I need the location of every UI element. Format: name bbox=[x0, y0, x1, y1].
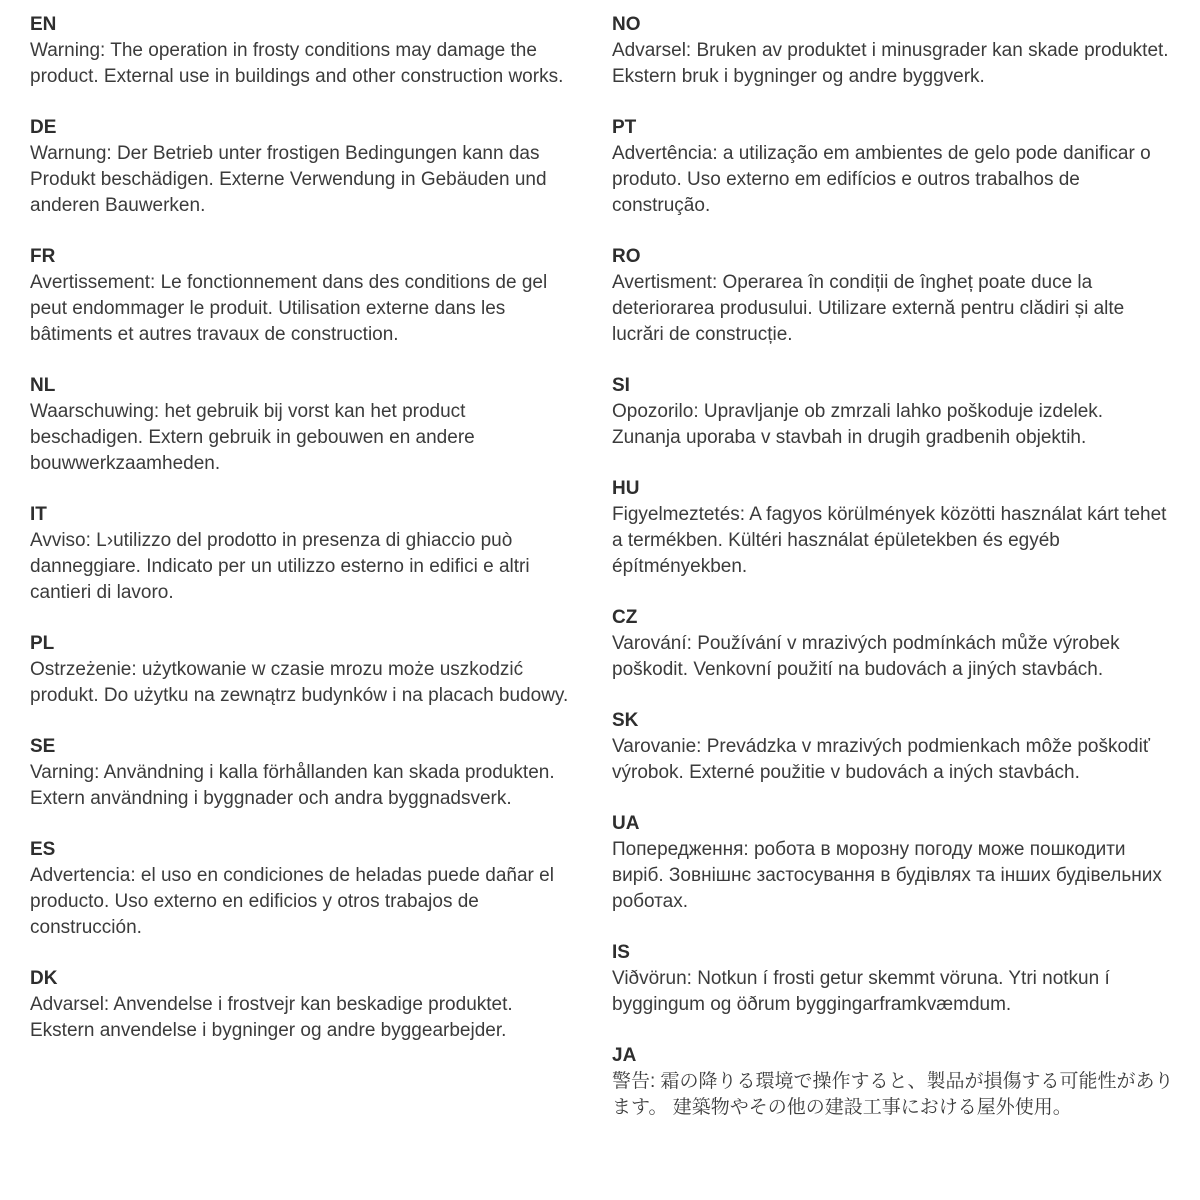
section-dk bbox=[30, 966, 578, 1044]
warning-text-cz: Varování: Používání v mrazivých podmínkách může výrobek poškodit. Venkovní použití na budovách a jiných stavbách. bbox=[612, 633, 1120, 680]
section-pt bbox=[612, 115, 1174, 219]
language-code-ro: RO bbox=[612, 246, 641, 267]
section-pl bbox=[30, 631, 578, 709]
warning-text-fr: Avertissement: Le fonctionnement dans des conditions de gel peut endommager le produit. Utilisation externe dans les bâtiments et autres travaux de construction. bbox=[30, 272, 548, 345]
warning-text-hu: Figyelmeztetés: A fagyos körülmények közötti használat kárt tehet a termékben. Kültéri használat épületekben és egyéb építményekben. bbox=[612, 504, 1167, 577]
warning-text-es: Advertencia: el uso en condiciones de heladas puede dañar el producto. Uso externo en edificios y otros trabajos de construcción. bbox=[30, 865, 554, 938]
section-hu bbox=[612, 476, 1174, 580]
left-column bbox=[30, 12, 578, 1146]
warning-text-ja: 警告: 霜の降りる環境で操作すると、製品が損傷する可能性があります。 建築物やその他の建設工事における屋外使用。 bbox=[612, 1071, 1174, 1118]
warning-text-en: Warning: The operation in frosty conditions may damage the product. External use in buildings and other construction works. bbox=[30, 40, 564, 87]
warning-text-is: Viðvörun: Notkun í frosti getur skemmt vöruna. Ytri notkun í byggingum og öðrum byggingarframkvæmdum. bbox=[612, 968, 1110, 1015]
section-sk bbox=[612, 708, 1174, 786]
section-is bbox=[612, 940, 1174, 1018]
section-ja bbox=[612, 1043, 1174, 1121]
section-si bbox=[612, 373, 1174, 451]
section-de bbox=[30, 115, 578, 219]
warning-text-dk: Advarsel: Anvendelse i frostvejr kan beskadige produktet. Ekstern anvendelse i bygninger og andre byggearbejder. bbox=[30, 994, 513, 1041]
language-code-fr: FR bbox=[30, 246, 56, 267]
warning-text-pl: Ostrzeżenie: użytkowanie w czasie mrozu może uszkodzić produkt. Do użytku na zewnątrz budynków i na placach budowy. bbox=[30, 659, 569, 706]
section-it bbox=[30, 502, 578, 606]
section-ua bbox=[612, 811, 1174, 915]
language-code-it: IT bbox=[30, 504, 47, 525]
section-se bbox=[30, 734, 578, 812]
language-code-pt: PT bbox=[612, 117, 637, 138]
language-code-es: ES bbox=[30, 839, 56, 860]
warning-text-no: Advarsel: Bruken av produktet i minusgrader kan skade produktet. Ekstern bruk i bygninger og andre byggverk. bbox=[612, 40, 1169, 87]
language-code-no: NO bbox=[612, 14, 641, 35]
language-code-cz: CZ bbox=[612, 607, 638, 628]
language-code-de: DE bbox=[30, 117, 57, 138]
warning-text-nl: Waarschuwing: het gebruik bij vorst kan het product beschadigen. Extern gebruik in gebouwen en andere bouwwerkzaamheden. bbox=[30, 401, 475, 474]
language-code-ja: JA bbox=[612, 1045, 637, 1066]
warning-text-de: Warnung: Der Betrieb unter frostigen Bedingungen kann das Produkt beschädigen. Externe Verwendung in Gebäuden und anderen Bauwerken. bbox=[30, 143, 547, 216]
language-code-pl: PL bbox=[30, 633, 55, 654]
section-ro bbox=[612, 244, 1174, 348]
warning-text-ua: Попередження: робота в морозну погоду може пошкодити виріб. Зовнішнє застосування в будівлях та інших будівельних роботах. bbox=[612, 839, 1162, 912]
warning-text-it: Avviso: L›utilizzo del prodotto in presenza di ghiaccio può danneggiare. Indicato per un utilizzo esterno in edifici e altri cantieri di lavoro. bbox=[30, 530, 530, 603]
section-cz bbox=[612, 605, 1174, 683]
language-code-sk: SK bbox=[612, 710, 639, 731]
section-no bbox=[612, 12, 1174, 90]
section-fr bbox=[30, 244, 578, 348]
right-column bbox=[612, 12, 1174, 1146]
warning-text-se: Varning: Användning i kalla förhållanden kan skada produkten. Extern användning i byggnader och andra byggnadsverk. bbox=[30, 762, 555, 809]
section-en bbox=[30, 12, 578, 90]
language-code-se: SE bbox=[30, 736, 56, 757]
warning-text-pt: Advertência: a utilização em ambientes de gelo pode danificar o produto. Uso externo em edifícios e outros trabalhos de construção. bbox=[612, 143, 1151, 216]
language-code-nl: NL bbox=[30, 375, 56, 396]
warning-text-sk: Varovanie: Prevádzka v mrazivých podmienkach môže poškodiť výrobok. Externé použitie v budovách a iných stavbách. bbox=[612, 736, 1150, 783]
language-code-is: IS bbox=[612, 942, 630, 963]
warning-text-si: Opozorilo: Upravljanje ob zmrzali lahko poškoduje izdelek. Zunanja uporaba v stavbah in drugih gradbenih objektih. bbox=[612, 401, 1104, 448]
warning-text-ro: Avertisment: Operarea în condiții de îngheț poate duce la deteriorarea produsului. Utilizare externă pentru clădiri și alte lucrări de construcție. bbox=[612, 272, 1125, 345]
section-es bbox=[30, 837, 578, 941]
language-code-ua: UA bbox=[612, 813, 640, 834]
language-code-en: EN bbox=[30, 14, 57, 35]
language-code-hu: HU bbox=[612, 478, 640, 499]
language-code-si: SI bbox=[612, 375, 630, 396]
section-nl bbox=[30, 373, 578, 477]
language-code-dk: DK bbox=[30, 968, 58, 989]
